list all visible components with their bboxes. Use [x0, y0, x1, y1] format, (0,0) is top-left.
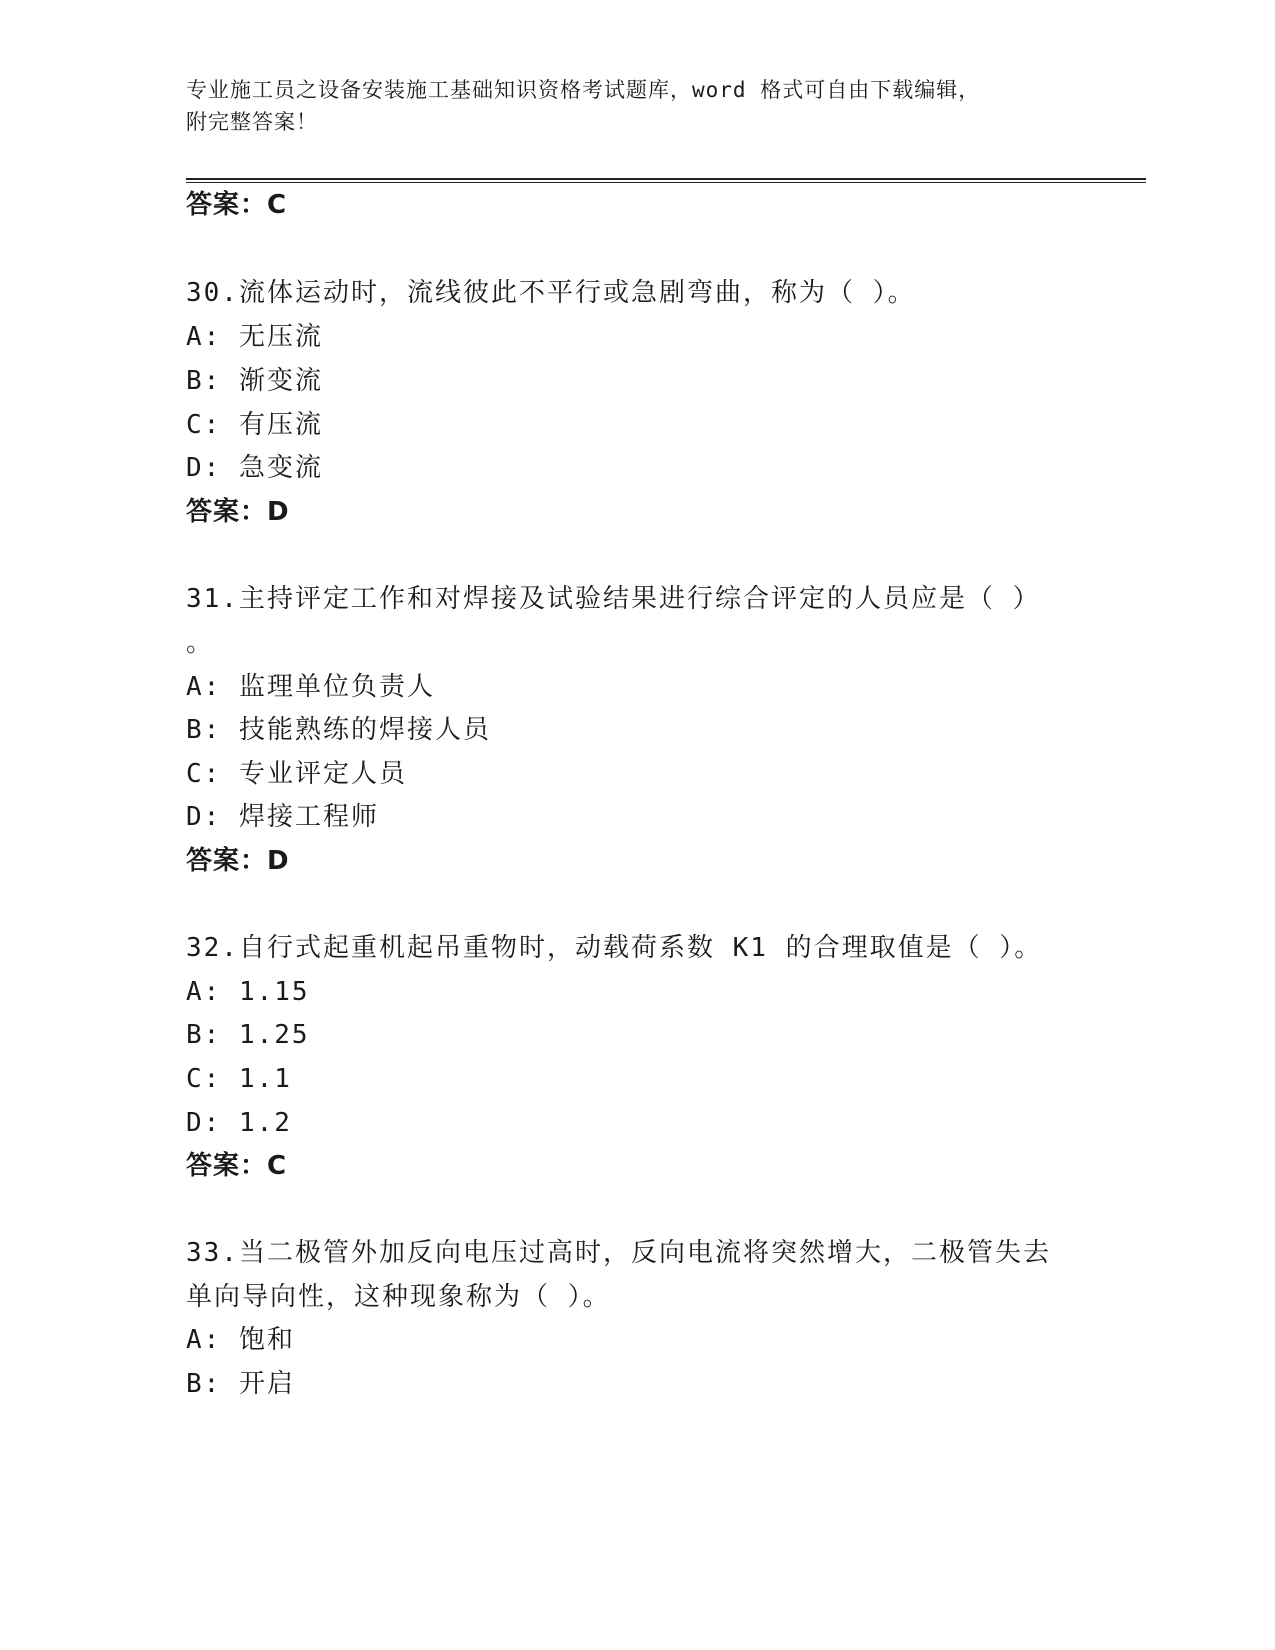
- option-c: C: 专业评定人员: [186, 759, 407, 789]
- option-d: D: 急变流: [186, 453, 323, 483]
- question-stem-continued: 。: [186, 628, 215, 658]
- question-stem: 33.当二极管外加反向电压过高时，反向电流将突然增大，二极管失去: [186, 1238, 1051, 1268]
- option-b: B: 开启: [186, 1369, 295, 1399]
- option-d: D: 焊接工程师: [186, 802, 379, 832]
- answer: 答案：C: [186, 1151, 288, 1181]
- previous-answer: 答案：C: [186, 190, 288, 220]
- header-divider: [186, 178, 1146, 183]
- option-a: A: 饱和: [186, 1325, 295, 1355]
- answer: 答案：D: [186, 497, 290, 527]
- header-line-2: 附完整答案！: [186, 110, 318, 134]
- question-stem: 31.主持评定工作和对焊接及试验结果进行综合评定的人员应是（ ）: [186, 584, 1041, 614]
- option-a: A: 监理单位负责人: [186, 672, 435, 702]
- option-c: C: 1.1: [186, 1064, 292, 1094]
- option-a: A: 无压流: [186, 322, 323, 352]
- option-b: B: 1.25: [186, 1020, 310, 1050]
- option-d: D: 1.2: [186, 1108, 292, 1138]
- header-line-1: 专业施工员之设备安装施工基础知识资格考试题库，word 格式可自由下载编辑，: [186, 78, 981, 102]
- question-stem-continued: 单向导向性，这种现象称为（ ）。: [186, 1282, 611, 1312]
- question-stem: 30.流体运动时，流线彼此不平行或急剧弯曲，称为（ ）。: [186, 278, 916, 308]
- option-a: A: 1.15: [186, 977, 310, 1007]
- option-b: B: 渐变流: [186, 366, 323, 396]
- document-header: [186, 74, 1066, 138]
- option-c: C: 有压流: [186, 410, 323, 440]
- option-b: B: 技能熟练的焊接人员: [186, 715, 491, 745]
- answer: 答案：D: [186, 846, 290, 876]
- question-stem: 32.自行式起重机起吊重物时，动载荷系数 K1 的合理取值是（ ）。: [186, 933, 1043, 963]
